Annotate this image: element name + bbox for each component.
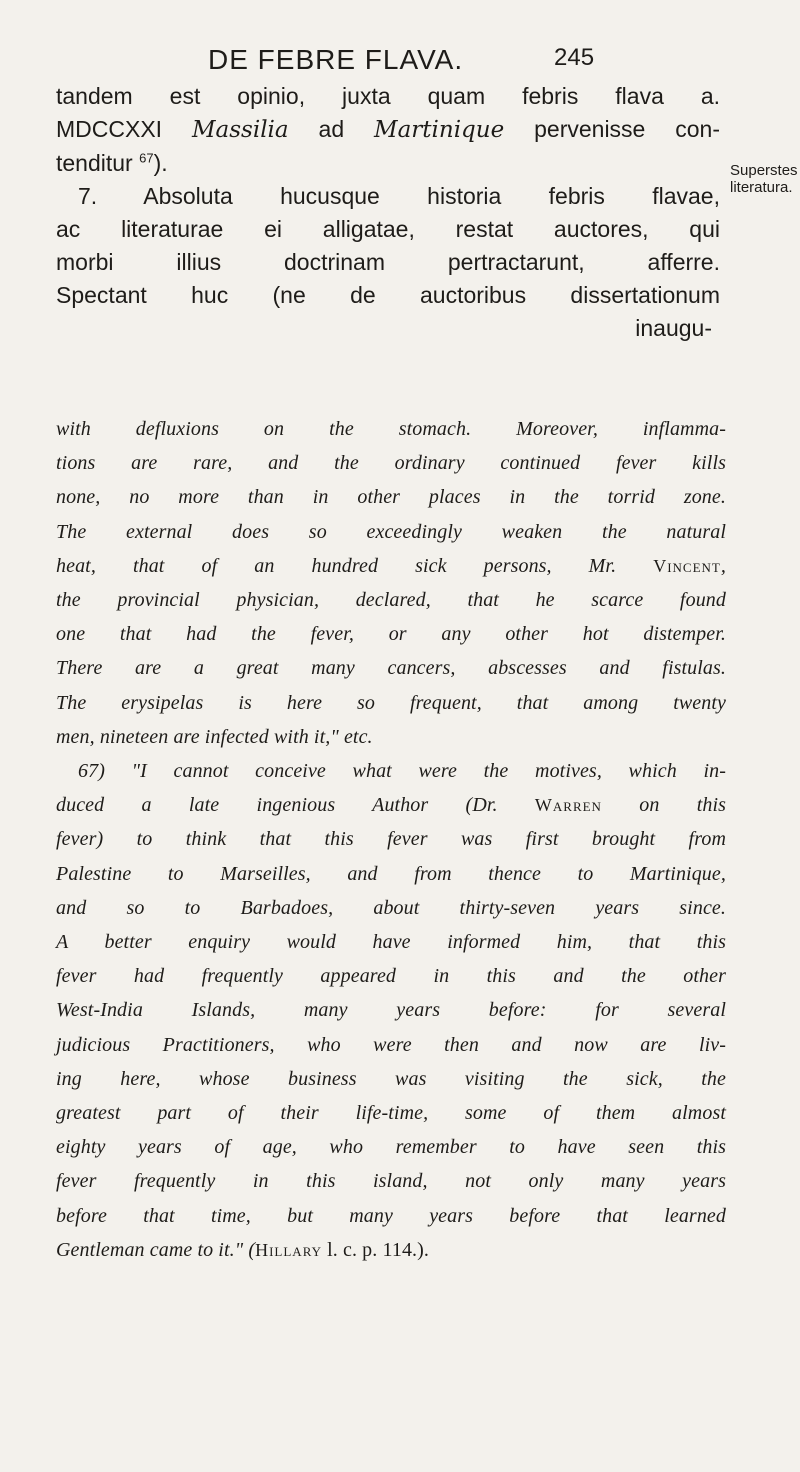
footnote-67-line: fever frequently in this island, not only many years [56,1170,726,1193]
footnote-line: The erysipelas is here so frequent, that among twenty [56,691,726,714]
main-line-5: ac literaturae ei alligatae, restat auctores, qui [56,216,720,242]
footnote-67-line: eighty years of age, who remember to have seen this [56,1136,726,1159]
margin-note [730,162,800,196]
margin-note-line-2: literatura. [730,179,793,196]
footnote-67-line: ing here, whose business was visiting the sick, the [56,1067,726,1090]
footnote-line: none, no more than in other places in the torrid zone. [56,486,726,509]
footnote-text: duced a late ingenious Author (Dr. [56,794,535,817]
footnote-67-line: A better enquiry would have informed him, that this [56,931,726,954]
footnote-line: one that had the fever, or any other hot distemper. [56,623,726,646]
footnote-line [56,549,726,583]
main-line-2-end: pervenisse con- [504,116,720,142]
year-text: MDCCXXI [56,116,192,142]
footnote-67-line: and so to Barbadoes, about thirty-seven years since. [56,896,726,919]
footnote-text: Gentleman came to it." ( [56,1238,256,1261]
main-line-6: morbi illius doctrinam pertractarunt, afferre. [56,249,720,275]
main-line-2 [56,113,720,147]
footnote-67-line: 67) "I cannot conceive what were the motives, which in- [78,760,726,783]
running-title: DE FEBRE FLAVA. [208,44,464,75]
footnote-67-line: Palestine to Marseilles, and from thence to Martinique, [56,862,726,885]
footnote-67-line [56,788,726,822]
footnote-67-line: fever had frequently appeared in this and the other [56,965,726,988]
footnote-line: the provincial physician, declared, that he scarce found [56,589,726,612]
author-name-vincent: Vincent [653,555,721,576]
footnote-line: There are a great many cancers, abscesses and fistulas. [56,657,726,680]
citation-reference: l. c. p. 114.). [322,1238,429,1261]
footnote-line: with defluxions on the stomach. Moreover, inflamma- [56,418,726,440]
footnote-67-line [56,1233,726,1267]
footnote-text: heat, that of an hundred sick persons, Mr. [56,554,654,577]
connector-ad: ad [288,116,375,142]
main-line-3-text: tenditur [56,150,140,176]
main-text-block [56,80,720,345]
page-number: 245 [554,44,595,71]
main-line-7: Spectant huc (ne de auctoribus dissertationum [56,282,720,308]
margin-note-line-1: Superstes [730,162,798,179]
running-head [208,44,760,84]
main-line-3 [56,147,720,180]
author-name-warren: Warren [534,795,602,816]
footnote-text: on this [601,794,726,817]
author-name-hillary: Hillary [255,1239,323,1260]
place-martinique: Martinique [374,117,505,143]
main-line-4: 7. Absoluta hucusque historia febris flavae, [78,183,720,209]
footnote-line: men, nineteen are infected with it," etc. [56,725,373,748]
footnote-67-line: judicious Practitioners, who were then and now are liv- [56,1033,726,1056]
main-line-3-end: ). [153,150,168,176]
footnote-ref-67: 67 [139,150,154,166]
main-line-8: inaugu- [635,315,712,341]
footnote-67-line: before that time, but many years before that learned [56,1204,726,1227]
main-line-1: tandem est opinio, juxta quam febris flava a. [56,83,720,109]
footnote-67-line: West-India Islands, many years before: for several [56,999,726,1022]
footnote-67-line: fever) to think that this fever was first brought from [56,828,726,851]
footnotes-block [56,412,726,1267]
place-massilia: Massilia [191,117,289,143]
footnote-67-line: greatest part of their life-time, some of them almost [56,1102,726,1125]
footnote-text: , [720,554,726,577]
footnote-line: tions are rare, and the ordinary continued fever kills [56,452,726,475]
footnote-line: The external does so exceedingly weaken the natural [56,520,726,543]
